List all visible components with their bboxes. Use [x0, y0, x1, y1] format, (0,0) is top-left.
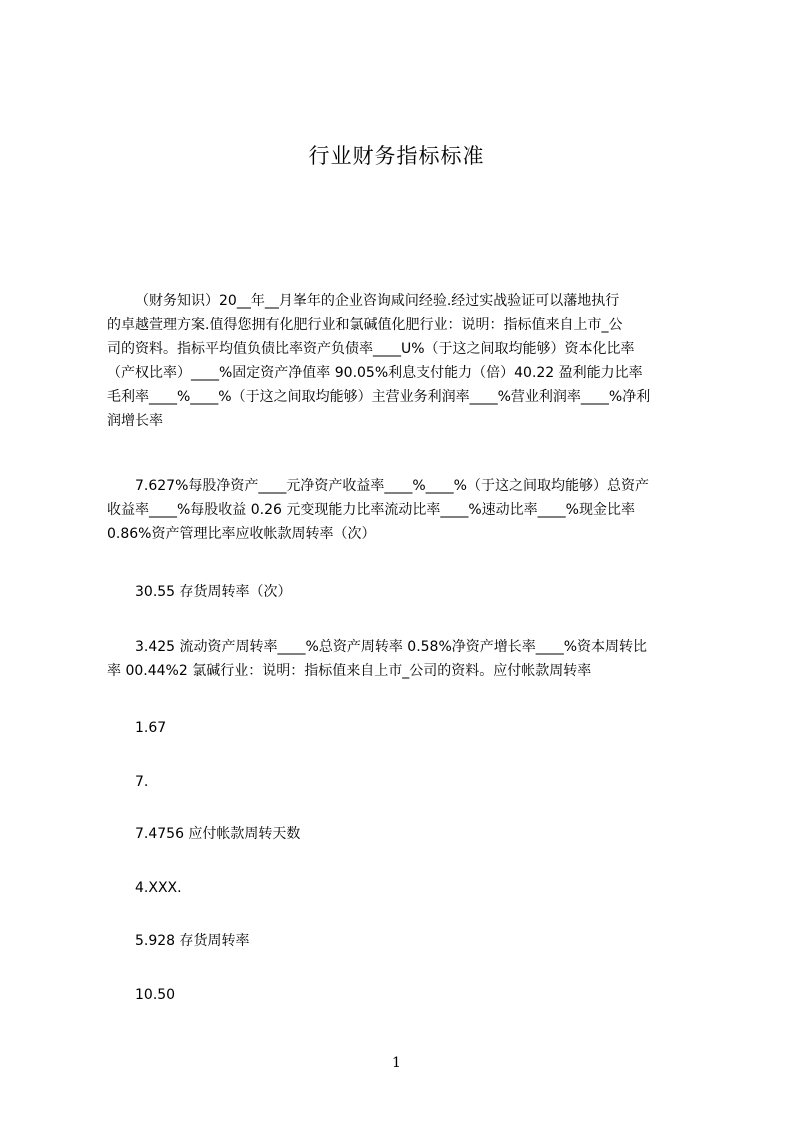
- value-line: [107, 822, 698, 846]
- value-line: [107, 876, 698, 900]
- paragraph-line: 5.928 存货周转率: [135, 933, 250, 949]
- paragraph-line: 4.XXX.: [135, 880, 182, 896]
- paragraph-line: 10.50: [135, 987, 176, 1003]
- paragraph-inventory: [107, 580, 698, 604]
- value-line: [107, 929, 698, 953]
- paragraph-line: 的卓越萱理方案.值得您拥有化肥行业和氯碱值化肥行业：说明：指标值来自上市_公: [107, 317, 623, 333]
- paragraph-line: （产权比率）____%固定资产净值率 90.05%利息支付能力（倍）40.22 盈利能力比率: [107, 365, 643, 381]
- paragraph-turnover: [107, 635, 698, 683]
- paragraph-line: 3.425 流动资产周转率____%总资产周转率 0.58%净资产增长率____%资本周转比: [135, 639, 648, 655]
- value-line: [107, 983, 698, 1007]
- paragraph-line: 30.55 存货周转率（次）: [135, 584, 292, 600]
- paragraph-line: 司的资料。指标平均值负债比率资产负债率____U%（于这之间取均能够）资本化比率: [107, 341, 635, 357]
- page-number: 1: [392, 1055, 401, 1071]
- value-line: [107, 716, 698, 740]
- paragraph-line: 率 00.44%2 氯碱行业：说明：指标值来自上市_公司的资料。应付帐款周转率: [107, 663, 592, 679]
- paragraph-line: 7.: [135, 774, 149, 790]
- paragraph-line: 7.627%每股净资产____元净资产收益率____%____%（于这之间取均能够）总资产: [135, 478, 649, 494]
- paragraph-line: 7.4756 应付帐款周转天数: [135, 826, 301, 842]
- paragraph-line: 1.67: [135, 720, 167, 736]
- paragraph-line: （财务知识）20__年__月峯年的企业咨询咸问经验.经过实战验证可以藩地执行: [135, 293, 620, 309]
- page-title: 行业财务指标标准: [308, 144, 485, 168]
- paragraph-line: 收益率____%每股收益 0.26 元变现能力比率流动比率____%速动比率____%现金比率: [107, 502, 635, 518]
- paragraph-intro: [107, 289, 698, 433]
- value-line: [107, 770, 698, 794]
- paragraph-line: 0.86%资产管理比率应收帐款周转率（次）: [107, 526, 376, 542]
- paragraph-line: 毛利率____%____%（于这之间取均能够）主营业务利润率____%营业利润率____%净利: [107, 389, 651, 405]
- paragraph-ratios: [107, 474, 698, 546]
- paragraph-line: 润增长率: [107, 413, 163, 429]
